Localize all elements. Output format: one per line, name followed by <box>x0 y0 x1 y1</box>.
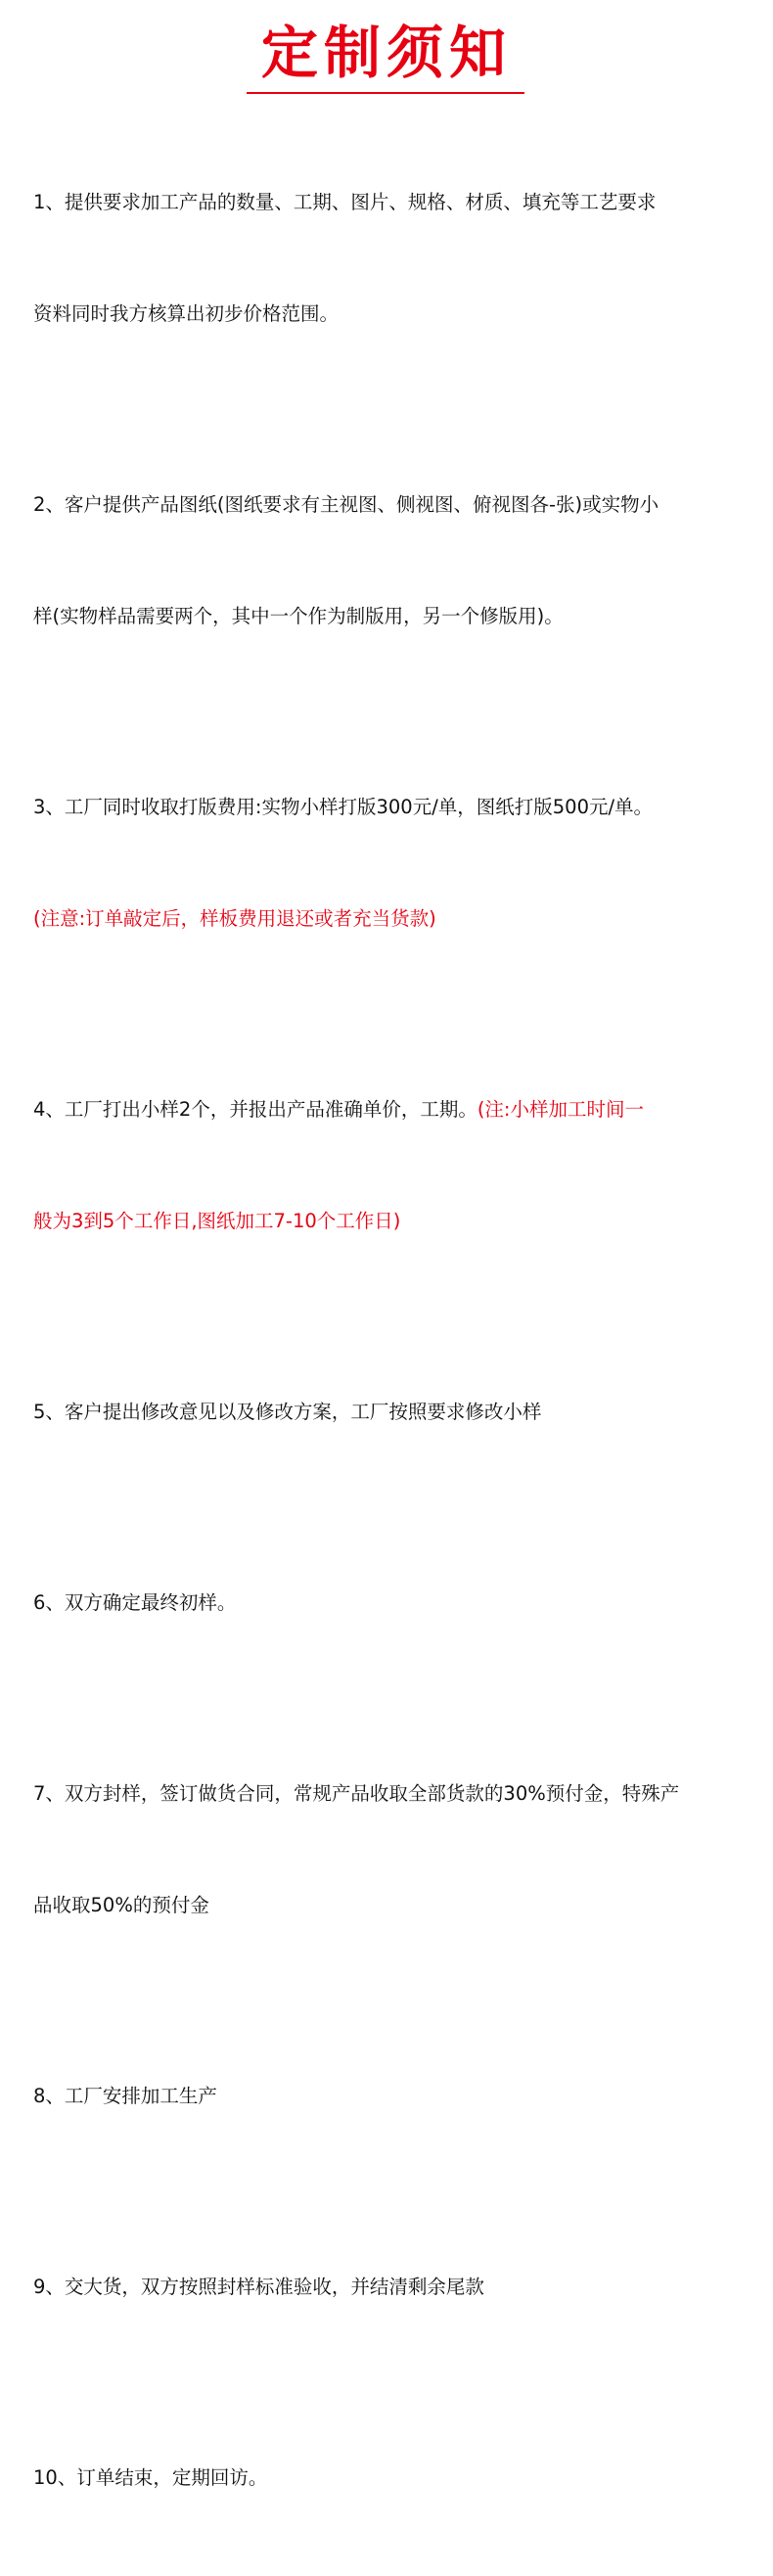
list-item-9 <box>33 2194 748 2380</box>
list-item-5 <box>33 1319 748 1505</box>
item-9-line-1: 9、交大货，双方按照封样标准验收，并结清剩余尾款 <box>33 2276 484 2298</box>
list-item-3 <box>33 714 748 1012</box>
list-item-4 <box>33 1017 748 1314</box>
item-1-line-2: 资料同时我方核算出初步价格范围。 <box>33 302 340 325</box>
title-underline <box>247 92 524 94</box>
list-item-1 <box>33 110 748 407</box>
item-10-line-1: 10、订单结束，定期回访。 <box>33 2466 268 2489</box>
item-2-line-1: 2、客户提供产品图纸(图纸要求有主视图、侧视图、俯视图各-张)或实物小 <box>33 493 659 516</box>
list-item-10 <box>33 2385 748 2571</box>
title-area <box>0 18 773 88</box>
list-item-8 <box>33 2003 748 2189</box>
item-6-line-1: 6、双方确定最终初样。 <box>33 1591 237 1614</box>
item-4-note-end: 般为3到5个工作日,图纸加工7-10个工作日) <box>33 1210 401 1232</box>
item-7-line-1: 7、双方封样，签订做货合同，常规产品收取全部货款的30%预付金，特殊产 <box>33 1782 680 1805</box>
item-2-line-2: 样(实物样品需要两个，其中一个作为制版用，另一个修版用)。 <box>33 605 564 627</box>
item-8-line-1: 8、工厂安排加工生产 <box>33 2085 217 2107</box>
item-1-line-1: 1、提供要求加工产品的数量、工期、图片、规格、材质、填充等工艺要求 <box>33 191 657 213</box>
page-title: 定制须知 <box>260 20 512 86</box>
item-3-line-1: 3、工厂同时收取打版费用:实物小样打版300元/单，图纸打版500元/单。 <box>33 796 654 818</box>
notice-list <box>33 110 748 2576</box>
item-4-text: 4、工厂打出小样2个，并报出产品准确单价，工期。 <box>33 1098 477 1121</box>
item-3-note: (注意:订单敲定后，样板费用退还或者充当货款) <box>33 907 436 930</box>
list-item-2 <box>33 412 748 710</box>
item-5-line-1: 5、客户提出修改意见以及修改方案，工厂按照要求修改小样 <box>33 1401 542 1423</box>
list-item-7 <box>33 1701 748 1999</box>
item-4-note-start: (注:小样加工时间一 <box>477 1098 645 1121</box>
item-7-line-2: 品收取50%的预付金 <box>33 1894 209 1916</box>
list-item-6 <box>33 1510 748 1696</box>
item-4-line-1 <box>33 1091 748 1128</box>
